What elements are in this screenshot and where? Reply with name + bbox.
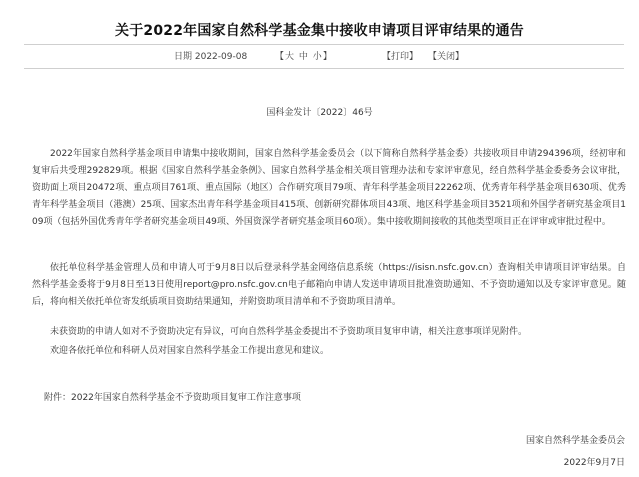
publish-date: 日期 2022-09-08 xyxy=(174,52,248,62)
font-size-controls xyxy=(275,50,332,64)
font-medium-button[interactable]: 中 xyxy=(298,52,308,62)
font-size-open-bracket: 【 xyxy=(275,52,285,62)
font-small-button[interactable]: 小 xyxy=(312,52,322,62)
signature-organization: 国家自然科学基金委员会 xyxy=(525,436,625,446)
title-divider xyxy=(24,44,624,45)
meta-divider xyxy=(24,68,624,69)
paragraph-4: 欢迎各依托单位和科研人员对国家自然科学基金工作提出意见和建议。 xyxy=(50,346,330,356)
signature-date: 2022年9月7日 xyxy=(563,458,625,468)
print-button[interactable]: 【打印】 xyxy=(382,52,419,62)
close-button[interactable]: 【关闭】 xyxy=(428,52,465,62)
attachment-link[interactable]: 附件：2022年国家自然科学基金不予资助项目复审工作注意事项 xyxy=(44,393,301,403)
paragraph-2: 依托单位科学基金管理人员和申请人可于9月8日以后登录科学基金网络信息系统（https://isisn.nsfc.gov.cn）查询相关申请项目评审结果。自然科学基金委将于9月8日至13日使用report@pro.nsfc.gov.cn电子邮箱向申请人发送申请项目批准资助通知、不予资助通知以及专家评审意见。随后，将向相关依托单位寄发纸质项目资助结果通知，并附资助项目清单和不予资助项目清单。 xyxy=(32,263,626,307)
paragraph-3: 未获资助的申请人如对不予资助决定有异议，可向自然科学基金委提出不予资助项目复审申请，相关注意事项详见附件。 xyxy=(50,327,528,337)
font-size-close-bracket: 】 xyxy=(322,52,332,62)
font-large-button[interactable]: 大 xyxy=(285,52,295,62)
page-title: 关于2022年国家自然科学基金集中接收申请项目评审结果的通告 xyxy=(115,23,524,39)
document-number: 国科金发计〔2022〕46号 xyxy=(266,108,373,118)
paragraph-1: 2022年国家自然科学基金项目申请集中接收期间，国家自然科学基金委员会（以下简称自然科学基金委）共接收项目申请294396项，经初审和复审后共受理292829项。根据《国家自然科学基金条例》、国家自然科学基金相关项目管理办法和专家评审意见，经自然科学基金委委务会议审批，资助面上项目20472项、重点项目761项、重点国际（地区）合作研究项目79项、青年科学基金项目22262项、优秀青年科学基金项目630项、优秀青年科学基金项目（港澳）25项、国家杰出青年科学基金项目415项、创新研究群体项目43项、地区科学基金项目3521项和外国学者研究基金项目109项（包括外国优秀青年学者研究基金项目49项、外国资深学者研究基金项目60项）。集中接收期间接收的其他类型项目正在评审或审批过程中。 xyxy=(32,149,626,227)
